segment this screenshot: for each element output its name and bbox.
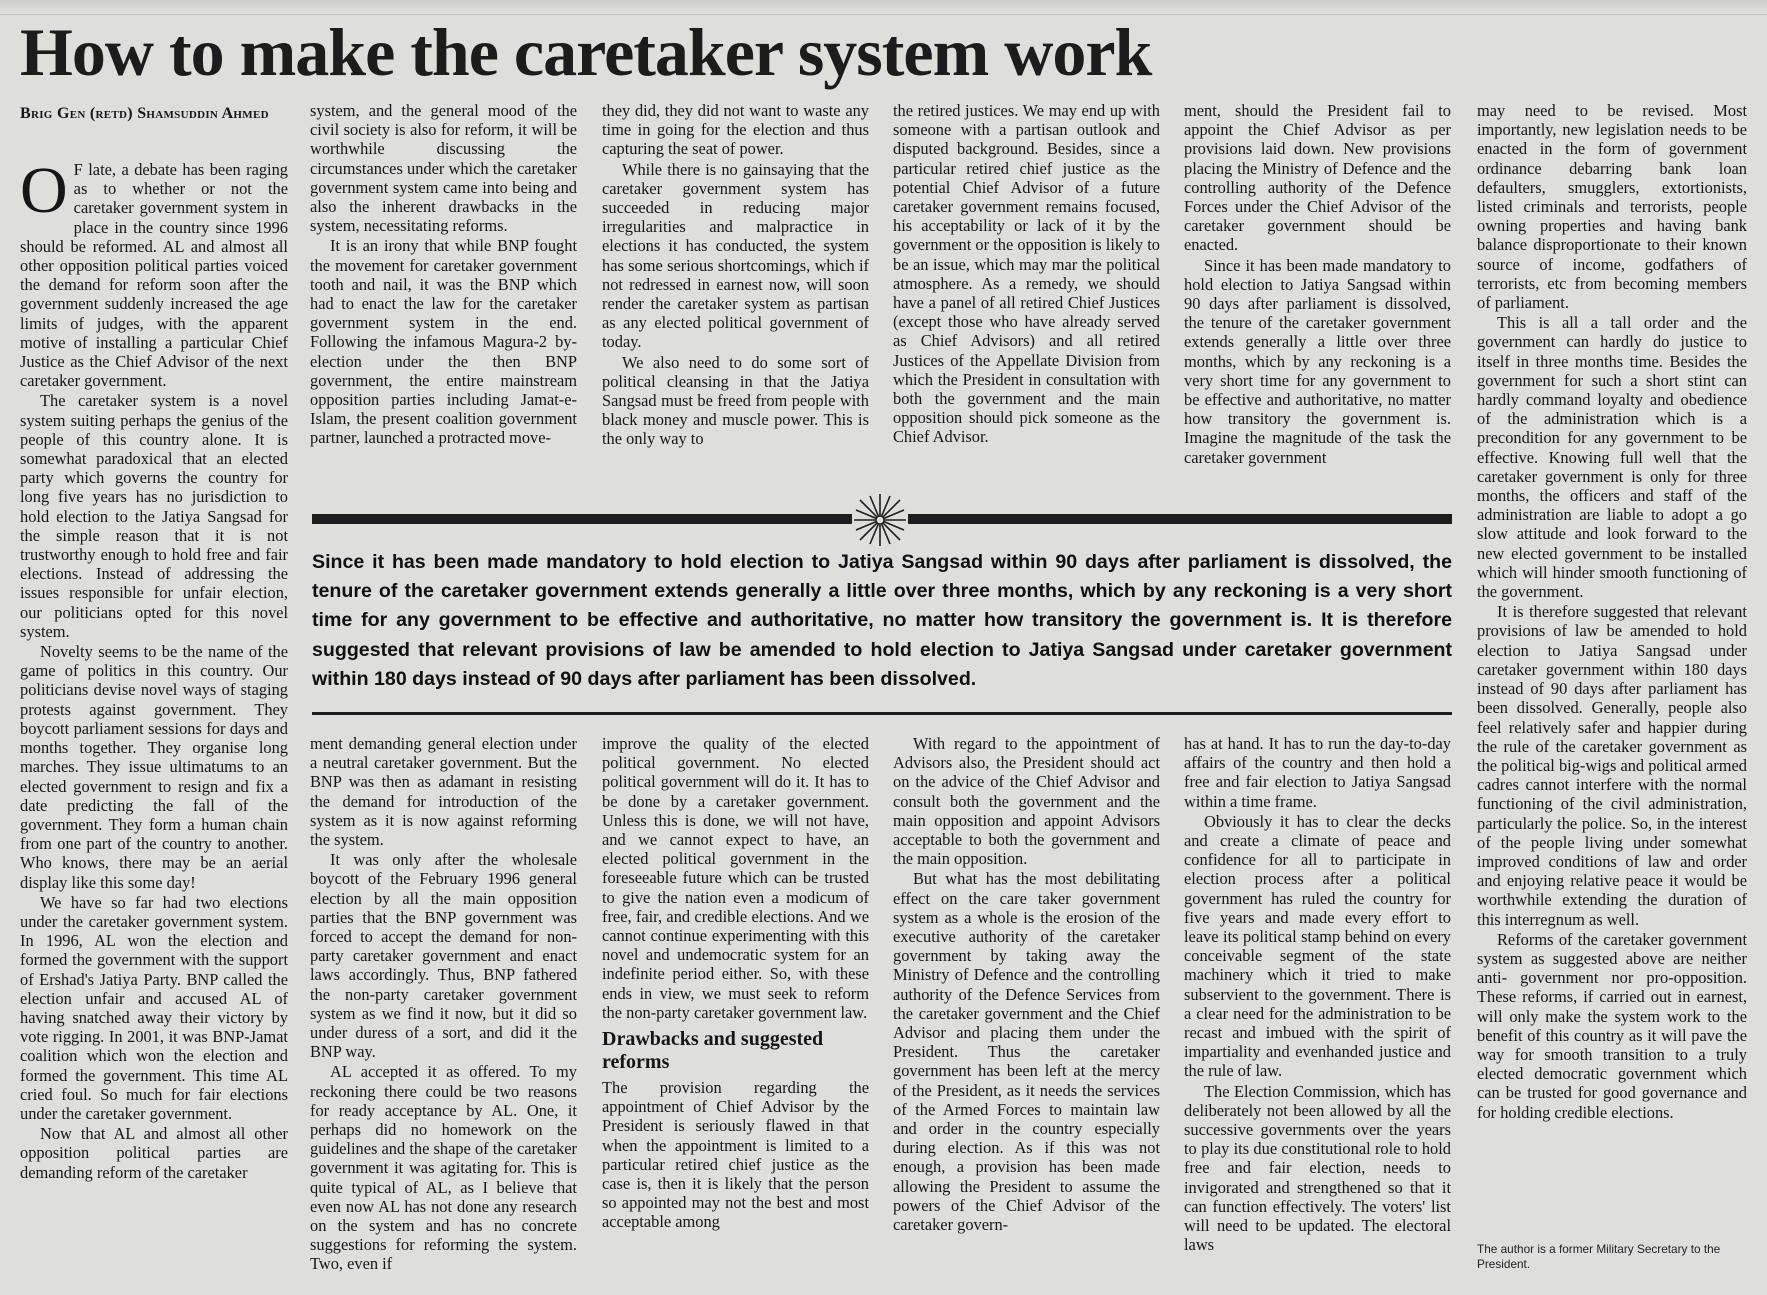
paragraph: they did, they did not want to waste any time in going for the election and thus capturing the seat of power. xyxy=(602,101,869,159)
paragraph: We have so far had two elections under the caretaker government system. In 1996, AL won the election and formed the government with the support of Ershad's Jatiya Party. BNP called the election unfair and accused AL of having snatched away their victory by vote rigging. In 2001, it was BNP-Jamat coalition which won the election and formed the government. This time AL cried foul. So much for fair elections under the caretaker government. xyxy=(20,892,288,1123)
subheading: Drawbacks and suggested reforms xyxy=(602,1028,824,1074)
paragraph: It was only after the wholesale boycott of the February 1996 general election by all the main opposition parties that the BNP government was forced to accept the demand for non-party caretaker government and enact laws accordingly. Thus, BNP fathered the non-party caretaker government system as we find it now, but it did so under duress of a sort, and did it the BNP way. xyxy=(310,850,577,1062)
pullquote-bottom-rule xyxy=(312,712,1452,715)
paragraph: the retired justices. We may end up with someone with a partisan outlook and disputed background. Besides, since a particular retired chief justice as the potential Chief Advisor of a future caretaker government remains focused, his acceptability or lack of it by the government or the opposition is likely to be an issue, which may mar the political atmosphere. As a remedy, we should have a panel of all retired Chief Justices (except those who have already served as Chief Advisors) and all retired Justices of the Appellate Division from which the President in consultation with both the government and the main opposition should pick someone as the Chief Advisor. xyxy=(893,101,1160,447)
column-6 xyxy=(1477,101,1747,1241)
paragraph: Novelty seems to be the name of the game of politics in this country. Our politicians devise novel ways of staging protests against government. They boycott parliament sessions for days and months together. They organise long marches. They issue ultimatums to an elected government to resign and fix a date predicting the fall of the government. They form a human chain from one part of the country to another. Who knows, there may be an aerial display like this some day! xyxy=(20,642,288,892)
paragraph: ment demanding general election under a neutral caretaker government. But the BNP was then as adamant in resisting the demand for introduction of the system as it is now against reforming the system. xyxy=(310,734,577,850)
column-3-top xyxy=(602,101,869,491)
paragraph: ment, should the President fail to appoint the Chief Advisor as per provisions laid down. New provisions placing the Ministry of Defence and the controlling authority of the Defence Forces under the Chief Advisor of the caretaker government should be enacted. xyxy=(1184,101,1451,255)
column-5-top xyxy=(1184,101,1451,491)
paragraph: The caretaker system is a novel system suiting perhaps the genius of the people of this country alone. It is somewhat paradoxical that an elected party which governs the country for long five years has no jurisdiction to hold election to the Jatiya Sangsad for the simple reason that it is not trustworthy enough to hold free and fair elections. Instead of addressing the issues responsible for unfair election, our politicians opted for this novel system. xyxy=(20,391,288,641)
paragraph: improve the quality of the elected political government. No elected political government will do it. It has to be done by a caretaker government. Unless this is done, we will not have, and we cannot expect to have, an elected political government in the foreseeable future which can be trusted to give the nation even a modicum of free, fair, and credible elections. And we cannot continue experimenting with this novel and undemocratic system for an indefinite period either. So, with these ends in view, we must seek to reform the non-party caretaker government law. xyxy=(602,734,869,1022)
paragraph: Reforms of the caretaker government system as suggested above are neither anti- government nor pro-opposition. These reforms, if carried out in earnest, will only make the system work to the benefit of this country as it will pave the way for smooth transition to a truly elected democratic government which can be trusted for good governance and for holding credible elections. xyxy=(1477,929,1747,1122)
paragraph: It is an irony that while BNP fought the movement for caretaker government tooth and nail, it was the BNP which had to enact the law for the caretaker government system in the end. Following the infamous Magura-2 by-election under the then BNP government, the entire mainstream opposition parties including Jamat-e-Islam, the present coalition government partner, launched a protracted move- xyxy=(310,236,577,448)
paragraph: O F late, a debate has been raging as to whether or not the caretaker government system in place in the country since 1996 should be reformed. AL and almost all other opposition political parties voiced the demand for reform soon after the government suddenly increased the age limits of judges, with the apparent motive of installing a particular Chief Justice as the Chief Advisor of the next caretaker government. xyxy=(20,160,288,391)
paragraph: system, and the general mood of the civil society is also for reform, it will be worthwhile discussing the circumstances under which the caretaker government system came into being and also the inherent drawbacks in the system, necessitating reforms. xyxy=(310,101,577,236)
dropcap: O xyxy=(20,160,68,227)
column-1 xyxy=(20,160,288,1290)
column-2-top xyxy=(310,101,577,491)
paragraph: This is all a tall order and the government can hardly do justice to itself in three months time. Besides the government for such a short stint can hardly command loyalty and obedience of the administration which is a precondition for any government to be effective. Knowing full well that the caretaker government is only for three months, the officers and staff of the administration are liable to adopt a go slow attitude and look forward to the new elected government to be installed which will hinder smooth functioning of the government. xyxy=(1477,313,1747,602)
starburst-ornament xyxy=(852,492,908,548)
column-4-bottom xyxy=(893,734,1160,1290)
paragraph: While there is no gainsaying that the caretaker government system has succeeded in reducing major irregularities and malpractice in elections it has conducted, the system has some serious shortcomings, which if not redressed in earnest now, will soon render the caretaker system as partisan as any elected political government of today. xyxy=(602,159,869,352)
paragraph: But what has the most debilitating effect on the care taker government system as a whole is the erosion of the executive authority of the caretaker government by taking away the Ministry of Defence and the controlling authority of the Defence Services from the caretaker government and the Chief Advisor and placing them under the President. Thus the caretaker government has been left at the mercy of the President, as it needs the services of the Armed Forces to maintain law and order in the country especially during election. As if this was not enough, a provision has been made allowing the President to assume the powers of the Chief Advisor of the caretaker govern- xyxy=(893,869,1160,1235)
paragraph: AL accepted it as offered. To my reckoning there could be two reasons for ready acceptance by AL. One, it perhaps did no homework on the guidelines and the shape of the caretaker government it was agitating for. This is quite typical of AL, as I believe that even now AL has not done any research on the system and has no concrete suggestions for reforming the system. Two, even if xyxy=(310,1062,577,1274)
paragraph: The Election Commission, which has deliberately not been allowed by all the successive governments over the years to play its due constitutional role to hold free and fair election, needs to invigorated and strengthened so that it can function effectively. The voters' list will need to be updated. The electoral laws xyxy=(1184,1081,1451,1255)
paragraph: Obviously it has to clear the decks and create a climate of peace and confidence for all to participate in election process after a political government has ruled the country for five years and made every effort to leave its political stamp behind on every conceivable segment of the state machinery which it tried to make subservient to the government. There is a clear need for the administration to be recast and imbued with the spirit of impartiality and evenhanded justice and the rule of law. xyxy=(1184,811,1451,1081)
column-3-bottom xyxy=(602,734,869,1290)
column-4-top xyxy=(893,101,1160,491)
paragraph: We also need to do some sort of political cleansing in that the Jatiya Sangsad must be freed from people with black money and muscle power. This is the only way to xyxy=(602,352,869,449)
paragraph: has at hand. It has to run the day-to-day affairs of the country and then hold a free and fair election to Jatiya Sangsad within a time frame. xyxy=(1184,734,1451,811)
paragraph: It is therefore suggested that relevant provisions of law be amended to hold election to Jatiya Sangsad under caretaker government within 180 days instead of 90 days after parliament has been dissolved. Generally, people also feel relatively safer and happier during the rule of the caretaker government as the political big-wigs and political armed cadres cannot interfere with the normal functioning of the civil administration, particularly the police. So, in the interest of the people living under somewhat improved conditions of law and order and enjoying relative peace it would be worthwhile extending the duration of this interregnum as well. xyxy=(1477,602,1747,929)
paragraph: Now that AL and almost all other opposition political parties are demanding reform of the caretaker xyxy=(20,1124,288,1182)
pullquote: Since it has been made mandatory to hold election to Jatiya Sangsad within 90 days after parliament is dissolved, the tenure of the caretaker government extends generally a little over three months, which by any reckoning is a very short time for any government to be effective and authoritative, no matter how transitory the government is. It is therefore suggested that relevant provisions of law be amended to hold election to Jatiya Sangsad under caretaker government within 180 days instead of 90 days after parliament has been dissolved. xyxy=(312,551,1452,690)
paragraph: With regard to the appointment of Advisors also, the President should act on the advice of the Chief Advisor and consult both the government and the main opposition and appoint Advisors acceptable to both the government and the main opposition. xyxy=(893,734,1160,869)
column-5-bottom xyxy=(1184,734,1451,1290)
paragraph: may need to be revised. Most importantly, new legislation needs to be enacted in the form of government ordinance debarring bank loan defaulters, smugglers, extortionists, listed criminals and terrorists, people owning properties and having bank balance disproportionate to their known source of income, godfathers of terrorists, etc from becoming members of parliament. xyxy=(1477,101,1747,313)
author-footnote: The author is a former Military Secretary to the President. xyxy=(1477,1242,1721,1271)
byline: Brig Gen (retd) Shamsuddin Ahmed xyxy=(20,105,269,122)
paragraph: The provision regarding the appointment of Chief Advisor by the President is seriously flawed in that when the appointment is limited to a particular retired chief justice as the case is, then it is likely that the person so appointed may not the best and most acceptable among xyxy=(602,1078,869,1232)
column-2-bottom xyxy=(310,734,577,1290)
headline: How to make the caretaker system work xyxy=(20,14,1152,90)
paragraph: Since it has been made mandatory to hold election to Jatiya Sangsad within 90 days after parliament is dissolved, the tenure of the caretaker government extends generally a little over three months, which by any reckoning is a very short time for any government to be effective and authoritative, no matter how transitory the government is. Imagine the magnitude of the task the caretaker government xyxy=(1184,255,1451,467)
